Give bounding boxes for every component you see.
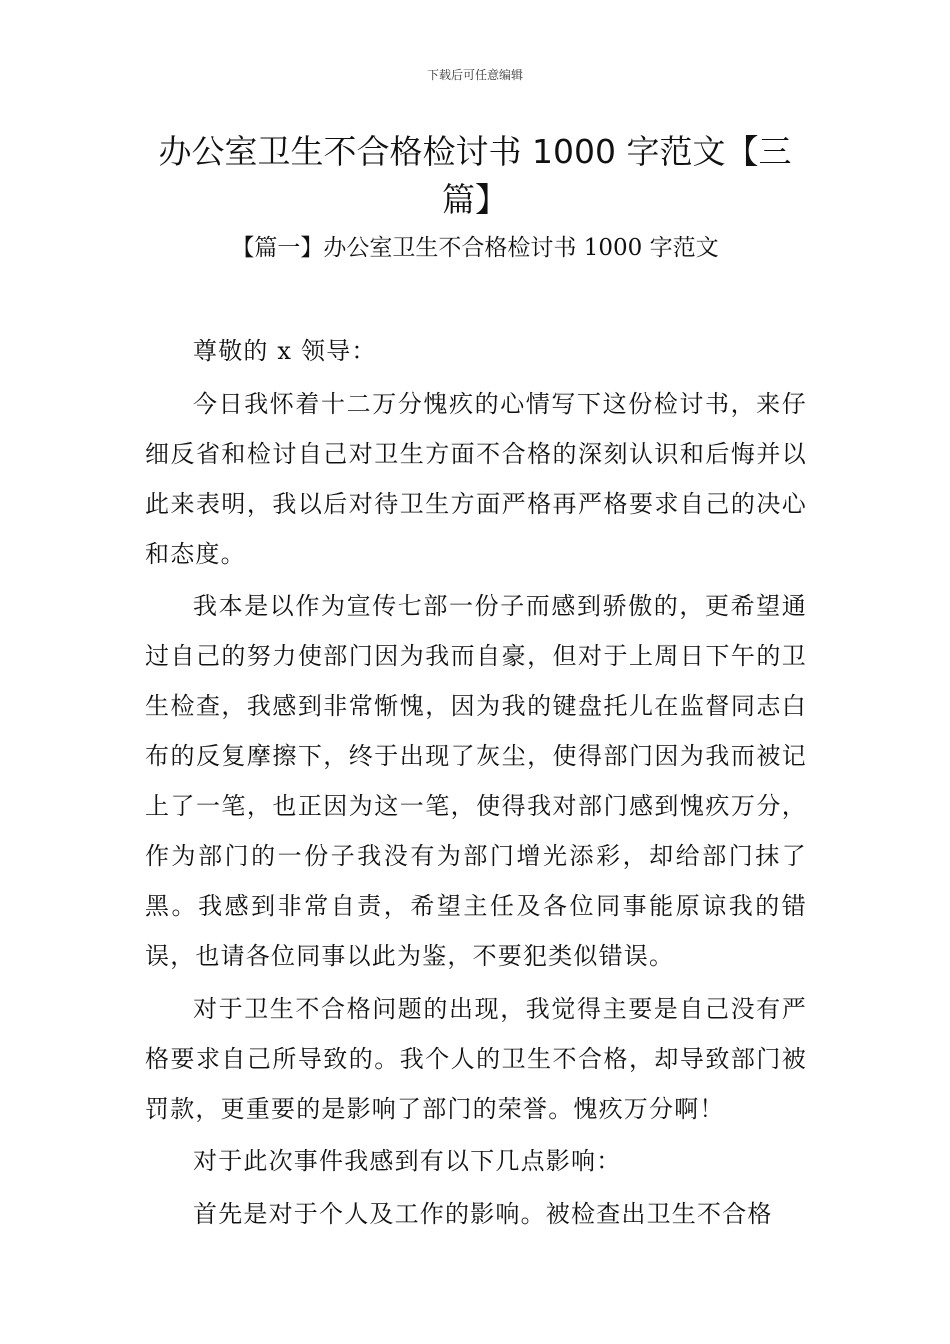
- header-note: 下载后可任意编辑: [426, 68, 523, 82]
- paragraph: 首先是对于个人及工作的影响。被检查出卫生不合格: [193, 1199, 773, 1228]
- paragraph: 今日我怀着十二万分愧疚的心情写下这份检讨书，来仔细反省和检讨自己对卫生方面不合格的深刻认识和后悔并以此来表明，我以后对待卫生方面严格再严格要求自己的决心和态度。: [145, 389, 807, 568]
- paragraph: 对于此次事件我感到有以下几点影响：: [193, 1147, 622, 1175]
- document-body: [145, 326, 807, 1241]
- section-subtitle: 【篇一】办公室卫生不合格检讨书 1000 字范文: [231, 235, 719, 261]
- paragraph: 我本是以作为宣传七部一份子而感到骄傲的，更希望通过自己的努力使部门因为我而自豪，但对于上周日下午的卫生检查，我感到非常惭愧，因为我的键盘托儿在监督同志白布的反复摩擦下，终于出现了灰尘，使得部门因为我而被记上了一笔，也正因为这一笔，使得我对部门感到愧疚万分，作为部门的一份子我没有为部门增光添彩，却给部门抹了黑。我感到非常自责，希望主任及各位同事能原谅我的错误，也请各位同事以此为鉴，不要犯类似错误。: [145, 592, 807, 970]
- salutation: 尊敬的 x 领导：: [193, 337, 377, 365]
- document-title: 办公室卫生不合格检讨书 1000 字范文【三篇】: [158, 132, 792, 219]
- paragraph: 对于卫生不合格问题的出现，我觉得主要是自己没有严格要求自己所导致的。我个人的卫生不合格，却导致部门被罚款，更重要的是影响了部门的荣誉。愧疚万分啊！: [145, 994, 807, 1123]
